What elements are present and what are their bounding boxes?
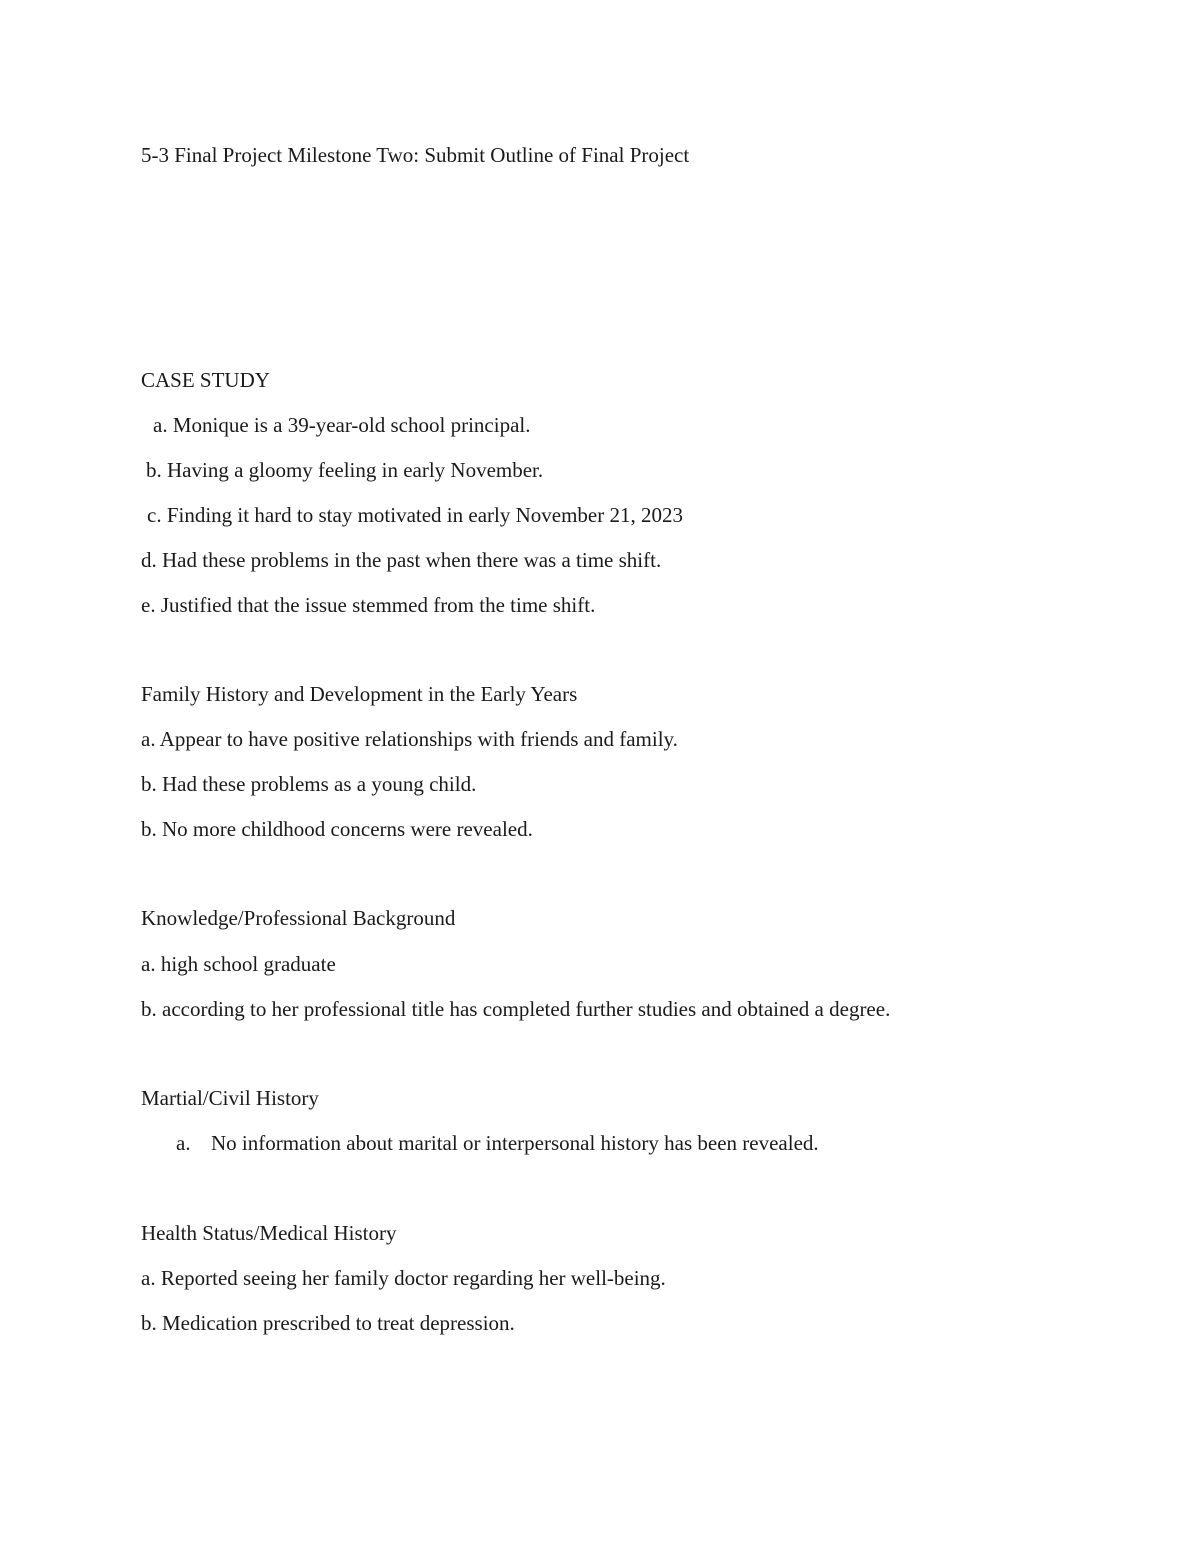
section-heading-case-study: CASE STUDY	[141, 368, 270, 392]
document-title: 5-3 Final Project Milestone Two: Submit Outline of Final Project	[141, 143, 690, 167]
section-heading-knowledge-background: Knowledge/Professional Background	[141, 906, 456, 930]
knowledge-item-b: b. according to her professional title has completed further studies and obtained a degree.	[141, 997, 891, 1021]
family-history-item-a: a. Appear to have positive relationships with friends and family.	[141, 727, 678, 751]
family-history-item-b: b. Had these problems as a young child.	[141, 772, 477, 796]
case-study-item-d: d. Had these problems in the past when there was a time shift.	[141, 548, 662, 572]
case-study-item-e: e. Justified that the issue stemmed from the time shift.	[141, 593, 596, 617]
section-heading-martial-civil-history: Martial/Civil History	[141, 1086, 319, 1110]
health-item-b: b. Medication prescribed to treat depression.	[141, 1311, 515, 1335]
health-item-a: a. Reported seeing her family doctor regarding her well-being.	[141, 1266, 666, 1290]
case-study-item-b: b. Having a gloomy feeling in early November.	[146, 458, 544, 482]
knowledge-item-a: a. high school graduate	[141, 952, 336, 976]
martial-item-a-text: No information about marital or interpersonal history has been revealed.	[211, 1131, 819, 1155]
martial-item-a-marker: a.	[176, 1131, 191, 1155]
case-study-item-a: a. Monique is a 39-year-old school principal.	[153, 413, 531, 437]
family-history-item-b2: b. No more childhood concerns were revealed.	[141, 817, 533, 841]
section-heading-family-history: Family History and Development in the Early Years	[141, 682, 578, 706]
case-study-item-c: c. Finding it hard to stay motivated in early November 21, 2023	[147, 503, 683, 527]
section-heading-health-status: Health Status/Medical History	[141, 1221, 397, 1245]
